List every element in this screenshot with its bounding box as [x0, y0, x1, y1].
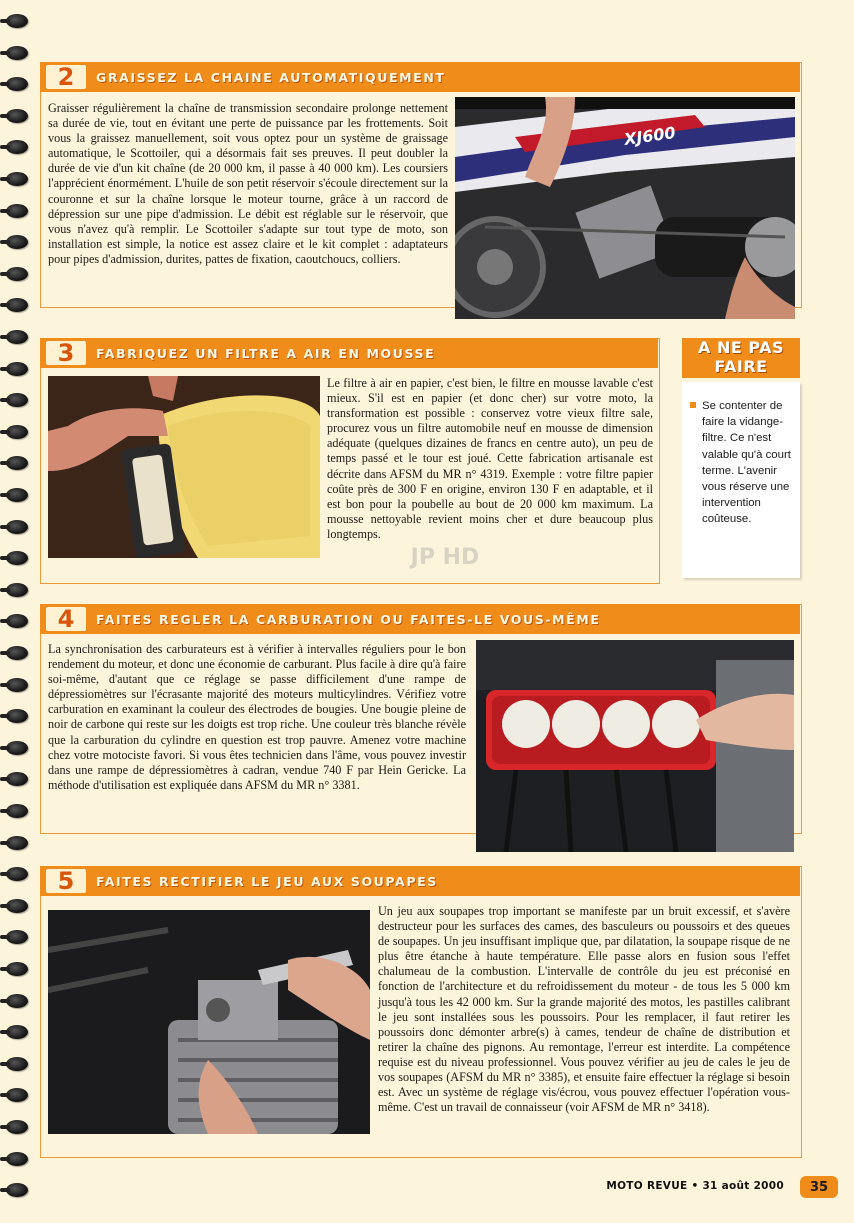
- binding-ring: [6, 1183, 28, 1197]
- section-4-header: [40, 604, 800, 634]
- binding-ring: [6, 46, 28, 60]
- binding-ring: [6, 172, 28, 186]
- binding-ring: [6, 14, 28, 28]
- section-title: FAITES RECTIFIER LE JEU AUX SOUPAPES: [96, 873, 438, 889]
- binding-ring: [6, 520, 28, 534]
- binding-ring: [6, 646, 28, 660]
- binding-ring: [6, 1025, 28, 1039]
- binding-ring: [6, 488, 28, 502]
- binding-ring: [6, 298, 28, 312]
- binding-ring: [6, 930, 28, 944]
- binding-ring: [6, 899, 28, 913]
- section-title: FAITES REGLER LA CARBURATION OU FAITES-LE VOUS-MÊME: [96, 611, 601, 627]
- section-2-header: [40, 62, 800, 92]
- binding-ring: [6, 1152, 28, 1166]
- binding-ring: [6, 204, 28, 218]
- binding-ring: [6, 709, 28, 723]
- valve-clearance-photo: [48, 910, 370, 1134]
- binding-ring: [6, 362, 28, 376]
- binding-ring: [6, 678, 28, 692]
- binding-ring: [6, 1088, 28, 1102]
- binding-ring: [6, 456, 28, 470]
- footer-magazine: MOTO REVUE • 31 août 2000: [606, 1180, 784, 1192]
- section-4-text: La synchronisation des carburateurs est à vérifier à intervalles réguliers pour le bon rendement du moteur, et donc une économie de carburant. Plus facile à dire qu'à faire soi-même, d'autant que ce réglage se passe difficilement d'une rampe de dépressiomètres sur l'écrasante majorité des moteurs multicylindres. Vérifiez votre carburation en examinant la couleur des électrodes de bougies. Une bougie pleine de noir de carbone qui reste sur les doigts est trop riche. Une couleur très blanche révèle que la carburation du cylindre en question est trop pauvre. Amenez votre machine chez votre motociste favori. Si vous êtes technicien dans l'âme, vous pouvez investir dans une rampe de dépressiomètres à cadran, vendue 740 F par Hein Gericke. La méthode d'utilisation est expliquée dans AFSM du MR n° 3381.: [48, 642, 466, 792]
- sidebar-text: Se contenter de faire la vidange-filtre. Ce n'est valable qu'à court terme. L'avenir vous réserve une intervention coûteuse.: [702, 400, 791, 526]
- binding-ring: [6, 267, 28, 281]
- binding-ring: [6, 393, 28, 407]
- section-3-header: [40, 338, 658, 368]
- section-number: 5: [46, 869, 86, 893]
- binding-ring: [6, 994, 28, 1008]
- binding-ring: [6, 962, 28, 976]
- binding-ring: [6, 235, 28, 249]
- sidebar-dont-do: [682, 338, 800, 578]
- binding-ring: [6, 614, 28, 628]
- air-filter-photo: [48, 376, 320, 558]
- section-5-text: Un jeu aux soupapes trop important se manifeste par un bruit excessif, et s'avère destructeur pour les surfaces des cames, des basculeurs ou poussoirs et des queues de soupapes. Un jeu insuffisant implique que, par dilatation, la soupape risque de ne plus être étanche à haute température. Elle passe alors en fusion sous l'effet chalumeau de la combustion. L'intervalle de contrôle du jeu est préconisé en fonction de l'architecture et du refroidissement du moteur - de tous les 5 000 km jusqu'à tous les 42 000 km. Sur la grande majorité des motos, les pastilles calibrant le jeu sont installées sous les poussoirs. Pour les remplacer, il faut retirer les poussoirs donc démonter arbre(s) à cames, tendeur de chaîne de distribution et retirer la chaîne des pignons. Au remontage, l'erreur est interdite. La compétence requise est du niveau professionnel. Vous pouvez vérifier au jeu de cales le jeu de vos soupapes (AFSM du MR n° 3385), et ensuite faire effectuer la réglage si besoin est. Avec un système de réglage vis/écrou, vous pouvez effectuer l'opération vous-même. C'est un travail de connaisseur (voir AFSM de MR n° 3418).: [378, 904, 790, 1115]
- binding-ring: [6, 551, 28, 565]
- binding-ring: [6, 425, 28, 439]
- binding-ring: [6, 867, 28, 881]
- section-5-header: [40, 866, 800, 896]
- binding-ring: [6, 77, 28, 91]
- binding-ring: [6, 140, 28, 154]
- binding-ring: [6, 583, 28, 597]
- section-title: FABRIQUEZ UN FILTRE A AIR EN MOUSSE: [96, 345, 436, 361]
- bullet-icon: [690, 402, 696, 408]
- binding-ring: [6, 330, 28, 344]
- spiral-binding: [0, 0, 34, 1223]
- page-number: 35: [800, 1176, 838, 1198]
- binding-ring: [6, 804, 28, 818]
- section-number: 2: [46, 65, 86, 89]
- photo-label: XJ600: [622, 122, 677, 149]
- sidebar-body: [682, 382, 800, 578]
- section-number: 4: [46, 607, 86, 631]
- section-title: GRAISSEZ LA CHAINE AUTOMATIQUEMENT: [96, 69, 446, 85]
- carburetor-gauges-photo: [476, 640, 794, 852]
- section-2-text: Graisser régulièrement la chaîne de transmission secondaire prolonge nettement sa durée de vie, tout en évitant une perte de puissance par les frottements. Soit vous la graissez manuellement, soit vous optez pour un système de graissage automatique, le Scottoiler, qui a désormais fait ses preuves. Il peut doubler la durée de vie d'un kit chaîne (de 20 000 km, il passe à 40 000 km). Les coursiers l'apprécient énormément. L'huile de son petit réservoir s'écoule directement sur la couronne et sur la chaîne lorsque le moteur tourne, grâce à un raccord de dépression sur une pipe d'admission. Le débit est réglable sur le réservoir, que vous n'avez qu'à remplir. Le Scottoiler s'adapte sur tout type de moto, son installation est simple, la notice est assez claire et le kit complet : adaptateurs pour pipes d'admission, durites, pattes de fixation, caoutchoucs, colliers.: [48, 101, 448, 266]
- binding-ring: [6, 772, 28, 786]
- motorcycle-chain-photo: [455, 97, 795, 319]
- binding-ring: [6, 1120, 28, 1134]
- binding-ring: [6, 836, 28, 850]
- binding-ring: [6, 109, 28, 123]
- section-3-text: Le filtre à air en papier, c'est bien, le filtre en mousse lavable c'est mieux. S'il est en papier (et donc cher) sur votre moto, la transformation est possible : conservez votre vieux filtre sale, procurez vous un filtre automobile neuf en mousse de dimension adéquate (quelques dizaines de francs en centre auto), un peu de temps passé et le tour est joué. Cette fabrication artisanale est décrite dans AFSM du MR n° 4319. Exemple : votre filtre papier coûte près de 300 F en origine, environ 130 F en adaptable, et il est bon pour la poubelle au bout de 20 000 km maximum. La mousse nettoyable revient moins cher et dure beaucoup plus longtemps.: [327, 376, 653, 541]
- watermark: JP HD: [410, 545, 480, 570]
- section-number: 3: [46, 341, 86, 365]
- binding-ring: [6, 1057, 28, 1071]
- binding-ring: [6, 741, 28, 755]
- sidebar-title: A NE PAS FAIRE: [682, 338, 800, 378]
